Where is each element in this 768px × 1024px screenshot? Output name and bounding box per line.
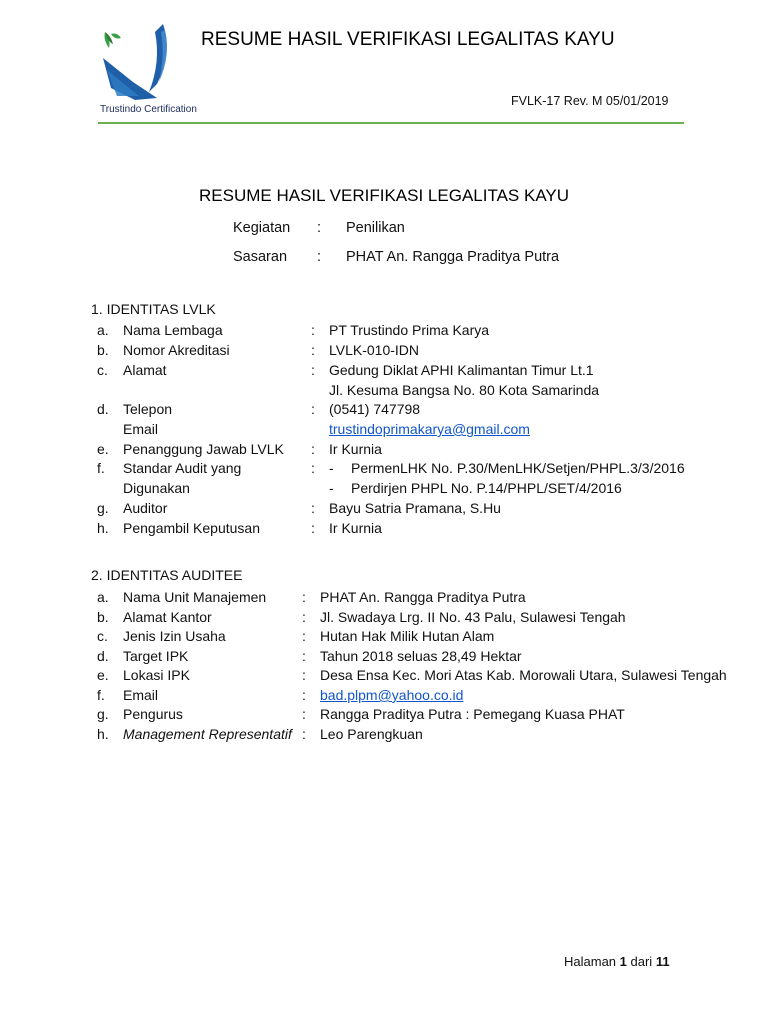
row-value: Ir Kurnia (329, 441, 382, 457)
row-value: Hutan Hak Milik Hutan Alam (320, 628, 495, 644)
row-colon: : (311, 401, 315, 417)
row-colon: : (302, 706, 306, 722)
row-colon: : (302, 726, 306, 742)
meta-colon: : (317, 249, 322, 265)
row-label: Jenis Izin Usaha (123, 628, 226, 644)
row-letter: h. (97, 520, 109, 536)
row-label: Lokasi IPK (123, 667, 190, 683)
row-label-line2: Digunakan (123, 480, 190, 496)
row-letter: b. (97, 342, 109, 358)
total-pages: 11 (655, 954, 670, 969)
row-value: Bayu Satria Pramana, S.Hu (329, 500, 501, 516)
row-label: Email (123, 687, 159, 703)
row-colon: : (311, 460, 315, 476)
row-label: Standar Audit yang (123, 460, 242, 476)
row-colon: : (311, 441, 315, 457)
row-value: Ir Kurnia (329, 520, 382, 536)
row-letter: g. (97, 706, 109, 722)
row-label: Target IPK (123, 648, 189, 664)
row-label: Pengurus (123, 706, 183, 722)
row-letter: d. (97, 648, 109, 664)
row-value-line2: Perdirjen PHPL No. P.14/PHPL/SET/4/2016 (351, 480, 622, 496)
row-label-email: Email (123, 421, 159, 437)
row-letter: e. (97, 441, 109, 457)
row-value: Jl. Swadaya Lrg. II No. 43 Palu, Sulawesi Tengah (320, 609, 626, 625)
email-link-auditee[interactable]: bad.plpm@yahoo.co.id (320, 687, 464, 703)
header-title: RESUME HASIL VERIFIKASI LEGALITAS KAYU (201, 29, 615, 50)
document-code: FVLK-17 Rev. M 05/01/2019 (511, 94, 669, 108)
row-value: PHAT An. Rangga Praditya Putra (320, 589, 526, 605)
email-link-lvlk[interactable]: trustindoprimakarya@gmail.com (329, 421, 530, 437)
row-colon: : (302, 667, 306, 683)
row-letter: f. (97, 460, 105, 476)
row-colon: : (311, 342, 315, 358)
row-label: Nomor Akreditasi (123, 342, 230, 358)
meta-colon: : (317, 220, 322, 236)
row-value: PermenLHK No. P.30/MenLHK/Setjen/PHPL.3/3/2016 (351, 460, 685, 476)
row-label: Auditor (123, 500, 168, 516)
row-letter: e. (97, 667, 109, 683)
row-label: Nama Lembaga (123, 322, 223, 338)
row-label: Telepon (123, 401, 173, 417)
row-colon: : (311, 500, 315, 516)
row-value: Tahun 2018 seluas 28,49 Hektar (320, 648, 522, 664)
row-letter: f. (97, 687, 105, 703)
meta-label-sasaran: Sasaran (233, 249, 288, 265)
bullet-dash: - (329, 460, 334, 476)
row-value: Leo Parengkuan (320, 726, 423, 742)
section-title-identitas-auditee: 2. IDENTITAS AUDITEE (91, 567, 243, 583)
meta-value-sasaran: PHAT An. Rangga Praditya Putra (346, 249, 560, 265)
row-letter: b. (97, 609, 109, 625)
page-prefix: Halaman (564, 954, 617, 969)
row-letter: d. (97, 401, 109, 417)
row-value: Gedung Diklat APHI Kalimantan Timur Lt.1 (329, 362, 594, 378)
meta-value-kegiatan: Penilikan (346, 220, 405, 236)
row-colon: : (311, 322, 315, 338)
row-letter: a. (97, 589, 109, 605)
row-label: Alamat (123, 362, 167, 378)
current-page: 1 (619, 954, 627, 969)
row-letter: g. (97, 500, 109, 516)
row-value: Desa Ensa Kec. Mori Atas Kab. Morowali Utara, Sulawesi Tengah (320, 667, 727, 683)
row-colon: : (311, 362, 315, 378)
page-middle: dari (630, 954, 653, 969)
row-label: Pengambil Keputusan (123, 520, 260, 536)
meta-label-kegiatan: Kegiatan (233, 220, 291, 236)
section-title-identitas-lvlk: 1. IDENTITAS LVLK (91, 301, 216, 317)
row-value: PT Trustindo Prima Karya (329, 322, 490, 338)
row-colon: : (302, 609, 306, 625)
row-colon: : (302, 687, 306, 703)
row-value: (0541) 747798 (329, 401, 421, 417)
row-label: Alamat Kantor (123, 609, 212, 625)
row-label: Management Representatif (123, 726, 292, 742)
row-letter: h. (97, 726, 109, 742)
row-value: Rangga Praditya Putra : Pemegang Kuasa PHAT (320, 706, 625, 722)
document-title: RESUME HASIL VERIFIKASI LEGALITAS KAYU (199, 186, 570, 205)
row-label: Nama Unit Manajemen (123, 589, 267, 605)
row-colon: : (302, 628, 306, 644)
row-colon: : (302, 589, 306, 605)
row-value-line2: Jl. Kesuma Bangsa No. 80 Kota Samarinda (329, 382, 600, 398)
page-number (564, 954, 670, 969)
row-colon: : (302, 648, 306, 664)
row-letter: c. (97, 362, 108, 378)
row-label: Penanggung Jawab LVLK (123, 441, 284, 457)
row-letter: a. (97, 322, 109, 338)
row-value: LVLK-010-IDN (329, 342, 420, 358)
header-divider (98, 122, 684, 124)
logo-caption: Trustindo Certification (100, 104, 197, 115)
bullet-dash: - (329, 480, 334, 496)
row-letter: c. (97, 628, 108, 644)
row-colon: : (311, 520, 315, 536)
